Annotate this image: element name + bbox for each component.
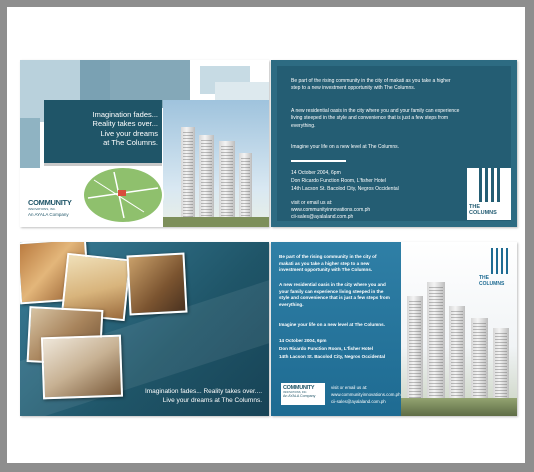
body-paragraph: A new residential oasis in the city where you and your family can experience living steeped in the style and convenience that is just a few steps from everything. (279, 282, 390, 307)
tagline (46, 110, 158, 148)
building-photo (163, 100, 269, 227)
tower (219, 141, 235, 227)
logo-brand: COMMUNITY (28, 198, 72, 207)
tagline-line-2: Reality takes over... (92, 119, 158, 129)
intro-paragraph: Be part of the rising community in the city of makati as you take a higher step to a new investment opportunity with The Columns. (291, 78, 451, 92)
logo-text: THE COLUMNS (479, 275, 505, 287)
website-link[interactable]: www.communityinnovations.com.ph (291, 207, 371, 213)
email-link[interactable]: cii-sales@ayalaland.com.ph (291, 214, 354, 220)
tagline-line-4: at The Columns. (103, 138, 158, 148)
event-address: 14th Lacson St. Bacolod City, Negros Occidental (291, 186, 399, 192)
logo-ayala: An AYALA Company (28, 212, 69, 217)
the-columns-logo (479, 248, 515, 290)
visit-label: visit or email us at: (331, 385, 368, 390)
email-link[interactable]: cii-sales@ayalaland.com.ph (331, 399, 386, 404)
event-address: 14th Lacson St. Bacolod City, Negros Occidental (279, 354, 386, 359)
decor-square (20, 118, 40, 168)
interior-photo-3 (126, 253, 187, 316)
accent-bar (44, 163, 162, 166)
visit-label: visit or email us at: (291, 200, 333, 206)
event-venue: Don Ricardo Function Room, L'fisher Hotel (291, 178, 386, 184)
tower (239, 153, 252, 227)
column-bar (496, 248, 498, 274)
imagine-line: Imagine your life on a new level at The Columns. (279, 322, 385, 327)
intro-paragraph: Be part of the rising community in the city of makati as you take a higher step to a new investment opportunity with The Columns. (279, 254, 377, 273)
tower (427, 282, 445, 416)
column-bar (491, 168, 494, 202)
tower (181, 127, 195, 227)
ground (163, 217, 269, 227)
presentation-sheet (7, 7, 525, 463)
card-a-back (271, 60, 517, 227)
column-bar (491, 248, 493, 274)
column-bar (506, 248, 508, 274)
column-bar (485, 168, 488, 202)
tower (199, 135, 214, 227)
the-columns-logo (467, 168, 511, 220)
card-b-front (20, 242, 269, 416)
location-map (82, 166, 164, 224)
tagline-line-2: Live your dreams at The Columns. (162, 397, 262, 404)
tagline-line-3: Live your dreams (100, 128, 158, 138)
logo-text: THE COLUMNS (469, 204, 497, 217)
logo-ayala: An AYALA Company (283, 394, 316, 398)
column-bar (479, 168, 482, 202)
event-venue: Don Ricardo Function Room, L'fisher Hotel (279, 346, 373, 351)
company-logo (281, 383, 325, 405)
map-roads (84, 168, 162, 222)
card-b-back (271, 242, 517, 416)
column-bar (497, 168, 500, 202)
card-a-front (20, 60, 269, 227)
logo-brand: COMMUNITY (283, 385, 315, 391)
tagline-line-1: Imagination fades... Reality takes over.... (144, 388, 262, 395)
tagline-line-1: Imagination fades... (92, 110, 158, 119)
company-logo (28, 198, 78, 217)
column-bar (501, 248, 503, 274)
imagine-line: Imagine your life on a new level at The Columns. (291, 144, 400, 150)
divider-line (291, 160, 346, 162)
ground (401, 398, 517, 416)
body-paragraph: A new residential oasis in the city where you and your family can experience living steeped in the style and convenience that is just a few steps from everything. (291, 108, 460, 129)
event-date: 14 October 2004, 6pm (291, 170, 341, 176)
website-link[interactable]: www.communityinnovations.com.ph (331, 392, 401, 397)
logo-sub: INNOVATIONS, INC. (28, 207, 56, 211)
logo-sub: INNOVATIONS, INC. (283, 391, 308, 394)
event-date: 14 October 2004, 6pm (279, 338, 327, 343)
